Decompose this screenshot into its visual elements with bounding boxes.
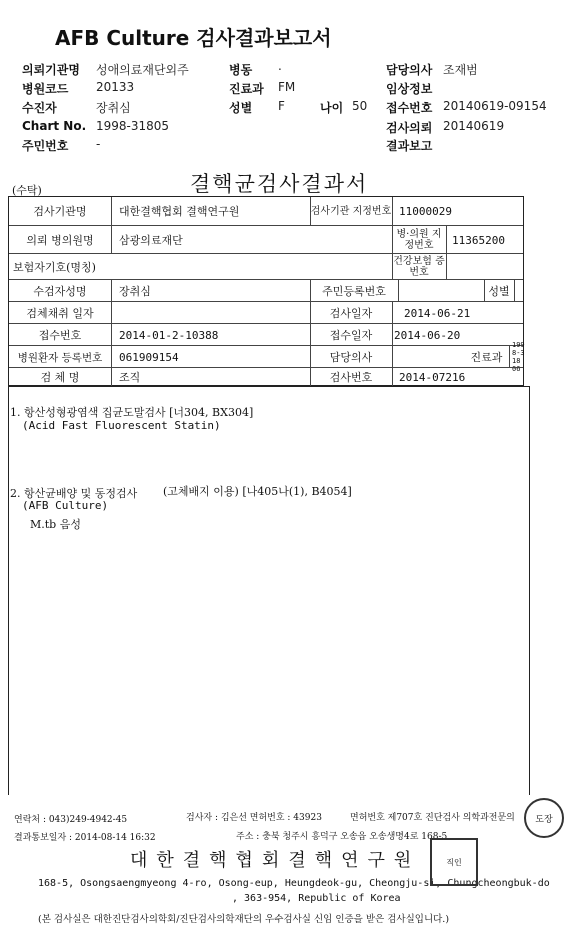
recv-no-label: 접수번호 [38, 329, 82, 342]
specimen-value: 조직 [119, 371, 141, 384]
form-row-reception [9, 323, 523, 346]
item2-mid: (고체배지 이용) [나405나(1), B4054] [163, 485, 352, 498]
recv-no-value: 2014-01-2-10388 [119, 328, 219, 342]
sex-value: F [278, 99, 285, 113]
recv-date-label: 접수일자 [329, 329, 373, 342]
lab-name-label: 검사기관명 [33, 205, 87, 218]
footer-cert: (본 검사실은 대한진단검사의학회/진단검사의학재단의 우수검사실 신임 인증을 받은 검사실입니다.) [38, 914, 450, 925]
rrn-label: 주민등록번호 [322, 285, 386, 298]
lab-name-value: 대한결핵협회 결핵연구원 [119, 205, 240, 218]
examinee-label: 수진자 [22, 101, 57, 115]
form-row-insurance [9, 253, 523, 280]
lab-id-value: 11000029 [399, 204, 452, 218]
pt-reg-label: 병원환자 등록번호 [17, 351, 103, 364]
chart-value: 1998-31805 [96, 119, 170, 133]
chart-label: Chart No. [22, 119, 87, 133]
footer-address-kr: 주소 : 충북 청주시 흥덕구 오송읍 오송생명4로 168-5 [236, 832, 448, 842]
resident-label: 주민번호 [22, 139, 69, 153]
ward-label: 병동 [229, 63, 253, 77]
collect-label: 검체채취 일자 [26, 307, 94, 320]
footer-contact: 연락처 : 043)249-4942-45 [14, 815, 128, 825]
clinic-id-value: 11365200 [452, 233, 505, 247]
dept-label: 진료과 [229, 82, 264, 96]
req-inst-label: 의뢰 병의원명 [26, 234, 94, 247]
clinical-label: 임상정보 [386, 82, 433, 96]
test-date-value: 2014-06-21 [404, 306, 471, 320]
form-subtitle: (수탁) [12, 184, 42, 197]
item2-title: 2. 항산균배양 및 동정검사 [10, 487, 138, 500]
request-label: 검사의뢰 [386, 121, 433, 135]
form-doctor-label: 담당의사 [329, 351, 373, 364]
report-label: 결과보고 [386, 139, 433, 153]
hospital-code-value: 20133 [96, 80, 135, 94]
footer-address-en2: , 363-954, Republic of Korea [232, 893, 401, 904]
footer-report-date: 결과통보일자 : 2014-08-14 16:32 [14, 833, 156, 843]
sex-label: 성별 [229, 101, 253, 115]
institution-value: 성애의료재단외주 [96, 63, 189, 77]
results-box [8, 386, 530, 795]
ward-value: . [278, 59, 282, 73]
form-sex-label: 성별 [488, 285, 510, 298]
form-table [8, 196, 524, 386]
test-no-label: 검사번호 [329, 371, 373, 384]
resident-value: - [96, 137, 101, 151]
age-label: 나이 [320, 101, 344, 115]
official-seal-icon: 직인 [430, 838, 478, 886]
dept-value: FM [278, 80, 296, 94]
form-dept-label: 진료과 [470, 351, 503, 364]
form-row-collect [9, 301, 523, 324]
patient-value: 장취심 [119, 285, 151, 298]
lab-id-label: 검사기관 지정번호 [310, 205, 392, 217]
specimen-label: 검 체 명 [40, 371, 80, 384]
report-title: AFB Culture 검사결과보고서 [55, 26, 332, 50]
form-row-lab [9, 197, 523, 225]
footer-license: 면허번호 제707호 진단검사 의학과전문의 [350, 813, 515, 823]
form-row-patient [9, 279, 523, 302]
recv-date-value: 2014-06-20 [394, 328, 461, 342]
request-value: 20140619 [443, 119, 505, 133]
form-row-specimen [9, 367, 523, 386]
item1-title: 1. 항산성형광염색 집균도말검사 [너304, BX304] [10, 406, 254, 419]
round-stamp-icon: 도장 [524, 798, 564, 838]
doctor-value: 조재범 [443, 63, 478, 77]
age-value: 50 [352, 99, 368, 113]
footer-tester: 검사자 : 김은선 면허번호 : 43923 [186, 813, 322, 823]
reception-value: 20140619-09154 [443, 99, 547, 113]
test-no-value: 2014-07216 [399, 370, 466, 384]
form-row-register [9, 341, 525, 373]
item2-en: (AFB Culture) [22, 499, 109, 512]
pt-reg-value: 061909154 [119, 350, 179, 364]
doctor-label: 담당의사 [386, 63, 433, 77]
patient-label: 수검자성명 [33, 285, 87, 298]
form-row-institution [9, 225, 523, 254]
form-dept-value: 1998-318 06 [512, 341, 525, 373]
health-label: 건강보험 증번호 [393, 256, 445, 278]
clinic-id-label: 병·의원 지정번호 [396, 229, 442, 251]
reception-label: 접수번호 [386, 101, 433, 115]
footer-org-name: 대한결핵협회결핵연구원 [130, 850, 421, 871]
form-title: 결핵균검사결과서 [190, 172, 369, 196]
footer-address-en1: 168-5, Osongsaengmyeong 4-ro, Osong-eup, Heungdeok-gu, Cheongju-si, Chungcheongbuk-do [38, 878, 550, 889]
req-inst-value: 삼광의료재단 [119, 234, 183, 247]
examinee-value: 장취심 [96, 101, 131, 115]
insure-label: 보험자기호(명칭) [13, 261, 96, 274]
hospital-code-label: 병원코드 [22, 82, 69, 96]
item1-en: (Acid Fast Fluorescent Statin) [22, 419, 221, 432]
institution-label: 의뢰기관명 [22, 63, 80, 77]
test-date-label: 검사일자 [329, 307, 373, 320]
item2-result: M.tb 음성 [30, 518, 81, 531]
